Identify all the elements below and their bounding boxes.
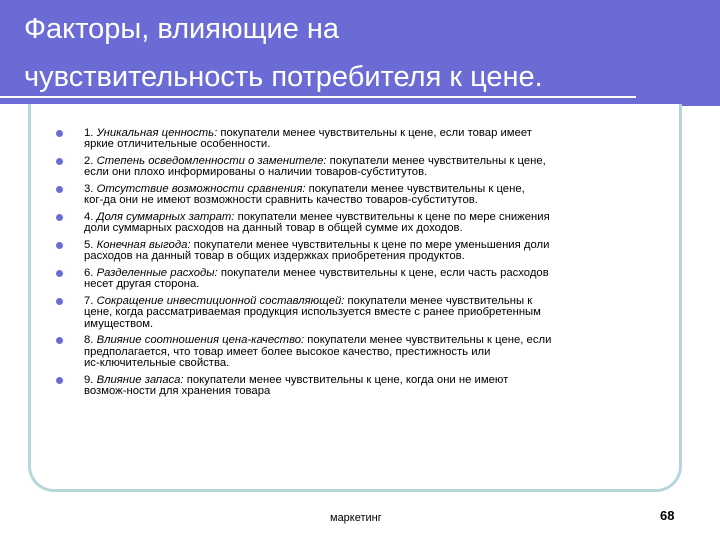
item-continuation-line: ис-ключительные свойства.: [84, 357, 230, 370]
item-continuation-line: возмож-ности для хранения товара: [84, 385, 271, 398]
item-continuation-line: ког-да они не имеют возможности сравнить качество товаров-субститутов.: [84, 194, 478, 207]
item-term: Отсутствие возможности сравнения:: [96, 183, 306, 195]
item-continuation-line: имуществом.: [84, 317, 154, 330]
title-band-corner: [672, 14, 720, 106]
item-continuation-line: доли суммарных расходов на данный товар в общей сумме их доходов.: [84, 222, 463, 235]
bullet-icon: [56, 186, 63, 193]
item-number: 2.: [84, 155, 94, 167]
item-text: покупатели менее чувствительны к: [344, 295, 533, 307]
item-number: 9.: [84, 373, 94, 386]
page-number: 68: [660, 508, 675, 523]
list-item: [50, 375, 678, 398]
item-continuation-line: яркие отличительные особенности.: [84, 138, 271, 151]
item-text: покупатели менее чувствительны к цене по мере уменьшения доли: [190, 239, 550, 251]
footer-label: маркетинг: [330, 512, 382, 524]
bullet-icon: [56, 158, 63, 165]
item-term: Конечная выгода:: [96, 239, 191, 251]
item-continuation-line: расходов на данный товар в общих издержках приобретения продуктов.: [84, 250, 465, 263]
item-number: 4.: [84, 211, 94, 223]
item-number: 7.: [84, 295, 94, 307]
item-number: 6.: [84, 267, 94, 279]
item-text: покупатели менее чувствительны к цене, когда они не имеют: [183, 373, 509, 386]
item-term: Влияние соотношения цена-качество:: [96, 334, 305, 347]
list-item: [50, 268, 678, 291]
bullet-icon: [56, 337, 63, 344]
list-item: [50, 240, 678, 263]
item-text: покупатели менее чувствительны к цене, если часть расходов: [217, 267, 549, 279]
item-continuation-line: предполагается, что товар имеет более высокое качество, престижность или: [84, 345, 491, 358]
title-underline: [0, 96, 636, 98]
list-item: [50, 184, 678, 207]
item-continuation-line: если они плохо информированы о наличии товаров-субститутов.: [84, 166, 428, 179]
item-number: 8.: [84, 334, 94, 347]
list-item: [50, 296, 678, 330]
item-number: 5.: [84, 239, 94, 251]
item-text: покупатели менее чувствительны к цене,: [305, 183, 525, 195]
item-number: 1.: [84, 127, 94, 139]
item-continuation-line: цене, когда рассматриваемая продукция используется вместе с ранее приобретенным: [84, 306, 541, 319]
item-continuation-line: несет другая сторона.: [84, 278, 200, 291]
item-term: Влияние запаса:: [96, 373, 184, 386]
item-text: покупатели менее чувствительны к цене по мере снижения: [234, 211, 550, 223]
list-item: [50, 335, 678, 369]
item-term: Доля суммарных затрат:: [96, 211, 235, 223]
list-item: [50, 128, 678, 151]
item-term: Уникальная ценность:: [96, 127, 218, 139]
list-item: [50, 156, 678, 179]
item-text: покупатели менее чувствительны к цене, если: [304, 334, 552, 347]
factor-list: [50, 128, 678, 403]
bullet-icon: [56, 242, 63, 249]
item-number: 3.: [84, 183, 94, 195]
item-text: покупатели менее чувствительны к цене, если товар имеет: [217, 127, 532, 139]
slide-title-line-1: Факторы, влияющие на: [24, 13, 340, 45]
item-term: Степень осведомленности о заменителе:: [96, 155, 327, 167]
item-term: Сокращение инвестиционной составляющей:: [96, 295, 345, 307]
bullet-icon: [56, 298, 63, 305]
item-term: Разделенные расходы:: [96, 267, 218, 279]
bullet-icon: [56, 377, 63, 384]
bullet-icon: [56, 130, 63, 137]
list-item: [50, 212, 678, 235]
bullet-icon: [56, 270, 63, 277]
slide-title-line-2: чувствительность потребителя к цене.: [24, 61, 543, 93]
bullet-icon: [56, 214, 63, 221]
item-text: покупатели менее чувствительны к цене,: [326, 155, 546, 167]
